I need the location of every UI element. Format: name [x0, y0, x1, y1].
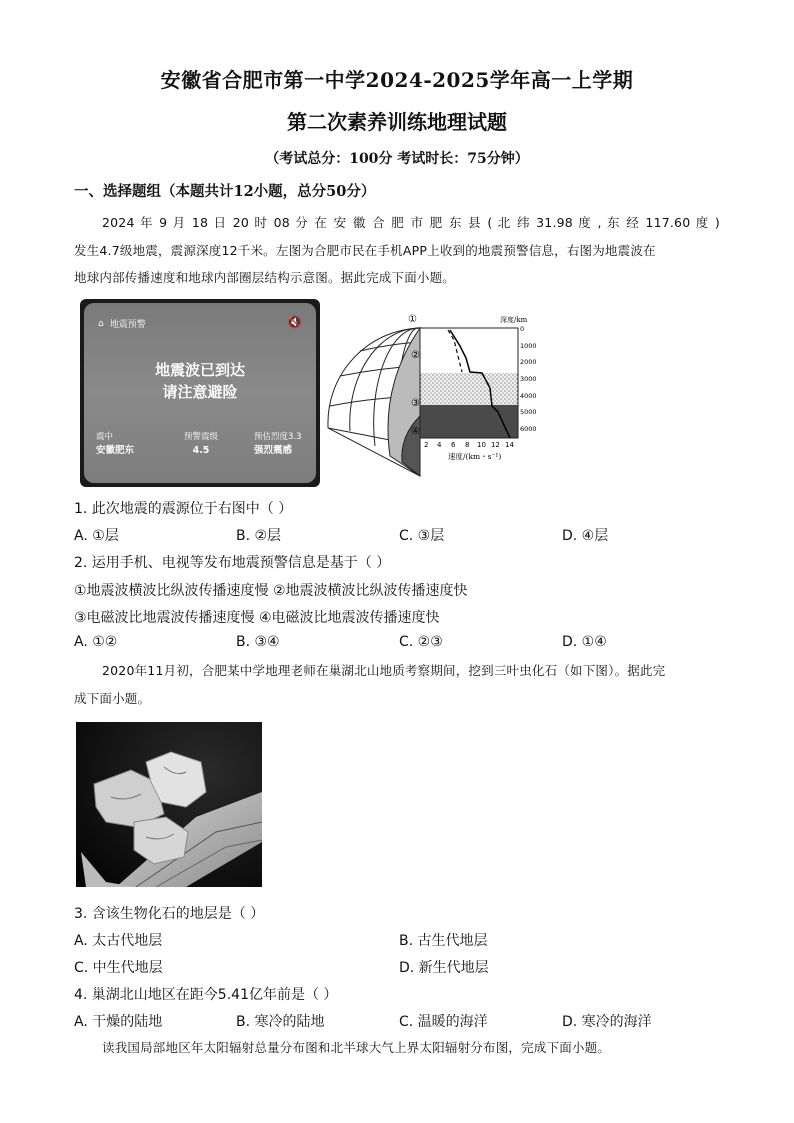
q4-option-c[interactable]: C. 温暖的海洋	[399, 1014, 488, 1030]
question-2-statement-1: ①地震波横波比纵波传播速度慢 ②地震波横波比纵波传播速度快	[74, 583, 468, 599]
q3-option-d[interactable]: D. 新生代地层	[399, 960, 489, 976]
layer-label-2: ②	[411, 350, 420, 361]
depth-tick: 0	[520, 325, 525, 333]
passage-2-line-2: 成下面小题。	[74, 690, 151, 706]
passage-1-line-2: 发生4.7级地震，震源深度12千米。左图为合肥市民在手机APP上收到的地震预警信息，右图为地震波在	[74, 242, 656, 258]
question-4-stem: 4. 巢湖北山地区在距今5.41亿年前是（ ）	[74, 987, 338, 1003]
question-1-stem: 1. 此次地震的震源位于右图中（ ）	[74, 501, 293, 517]
depth-tick: 1000	[520, 342, 537, 350]
q4-option-d[interactable]: D. 寒冷的海洋	[562, 1014, 652, 1030]
exam-title-line1: 安徽省合肥市第一中学2024-2025学年高一上学期	[160, 68, 634, 92]
passage-2-line-1: 2020年11月初，合肥某中学地理老师在巢湖北山地质考察期间，挖到三叶虫化石（如下图）。据此完	[102, 663, 666, 678]
q3-option-b[interactable]: B. 古生代地层	[399, 933, 488, 949]
section-title: 一、选择题组（本题共计12小题，总分50分）	[74, 183, 376, 200]
magnitude-label: 预警震级	[184, 432, 219, 442]
passage-2	[74, 657, 720, 712]
q3-option-c[interactable]: C. 中生代地层	[74, 960, 163, 976]
question-2-stem: 2. 运用手机、电视等发布地震预警信息是基于（ ）	[74, 555, 391, 571]
q3-option-a[interactable]: A. 太古代地层	[74, 933, 163, 949]
speed-tick: 10	[477, 441, 486, 449]
depth-ticks	[520, 325, 537, 433]
speed-tick: 8	[465, 441, 470, 449]
intensity-value: 强烈震感	[254, 445, 293, 456]
q4-option-b[interactable]: B. 寒冷的陆地	[236, 1014, 325, 1030]
alert-intensity	[254, 431, 302, 457]
passage-3	[74, 1034, 720, 1062]
q4-option-a[interactable]: A. 干燥的陆地	[74, 1014, 163, 1030]
q2-option-d[interactable]: D. ①④	[562, 634, 607, 650]
intensity-label: 预估烈度3.3	[254, 432, 302, 442]
mute-icon: 🔇	[287, 315, 302, 329]
passage-3-line-1: 读我国局部地区年太阳辐射总量分布图和北半球大气上界太阳辐射分布图，完成下面小题。	[102, 1040, 611, 1055]
depth-tick: 4000	[520, 392, 537, 400]
exam-info: （考试总分：100分 考试时长：75分钟）	[265, 151, 529, 167]
earthquake-alert-screenshot	[80, 299, 320, 487]
alert-app-name: 地震预警	[109, 320, 146, 330]
depth-tick: 5000	[520, 408, 537, 416]
speed-axis-title: 速度/(km・s⁻¹)	[448, 452, 502, 461]
q1-option-a[interactable]: A. ①层	[74, 528, 119, 544]
q1-option-d[interactable]: D. ④层	[562, 528, 609, 544]
passage-1-line-1: 2024 年 9 月 18 日 20 时 08 分 在 安 徽 合 肥 市 肥 东 县 ( 北 纬 31.98 度 , 东 经 117.60 度 )	[102, 215, 720, 230]
alert-message-line-1: 地震波已到达	[154, 361, 245, 379]
alert-epicenter	[96, 431, 134, 457]
passage-1	[74, 209, 720, 292]
depth-tick: 6000	[520, 425, 537, 433]
alert-message	[84, 359, 316, 403]
epicenter-value: 安徽肥东	[96, 445, 135, 456]
q2-option-c[interactable]: C. ②③	[399, 634, 443, 650]
question-2-statement-2: ③电磁波比地震波传播速度慢 ④电磁波比地震波传播速度快	[74, 610, 440, 626]
layer-label-4: ④	[411, 426, 420, 437]
alert-app-header	[98, 317, 146, 330]
outer-core-region	[420, 373, 518, 405]
home-icon: ⌂	[98, 318, 104, 329]
speed-ticks	[424, 441, 514, 449]
inner-core-region	[420, 405, 518, 438]
q1-option-c[interactable]: C. ③层	[399, 528, 445, 544]
magnitude-value: 4.5	[192, 445, 210, 456]
speed-tick: 4	[437, 441, 442, 449]
q2-option-a[interactable]: A. ①②	[74, 634, 118, 650]
depth-tick: 3000	[520, 375, 537, 383]
depth-tick: 2000	[520, 358, 537, 366]
depth-axis-title: 深度/km	[500, 316, 528, 324]
earth-structure-diagram	[320, 306, 550, 484]
alert-message-line-2: 请注意避险	[162, 383, 238, 401]
alert-magnitude	[184, 431, 218, 457]
epicenter-label: 震中	[96, 432, 114, 442]
q1-option-b[interactable]: B. ②层	[236, 528, 282, 544]
speed-tick: 14	[505, 441, 514, 449]
q2-option-b[interactable]: B. ③④	[236, 634, 280, 650]
speed-tick: 6	[451, 441, 456, 449]
passage-1-line-3: 地球内部传播速度和地球内部圈层结构示意图。据此完成下面小题。	[74, 270, 456, 285]
speed-tick: 12	[491, 441, 500, 449]
speed-tick: 2	[424, 441, 429, 449]
trilobite-fossil-photo	[76, 722, 262, 887]
exam-title-line2: 第二次素养训练地理试题	[287, 110, 507, 134]
question-3-stem: 3. 含该生物化石的地层是（ ）	[74, 906, 265, 922]
layer-label-3: ③	[411, 398, 420, 409]
layer-label-1: ①	[408, 314, 417, 325]
